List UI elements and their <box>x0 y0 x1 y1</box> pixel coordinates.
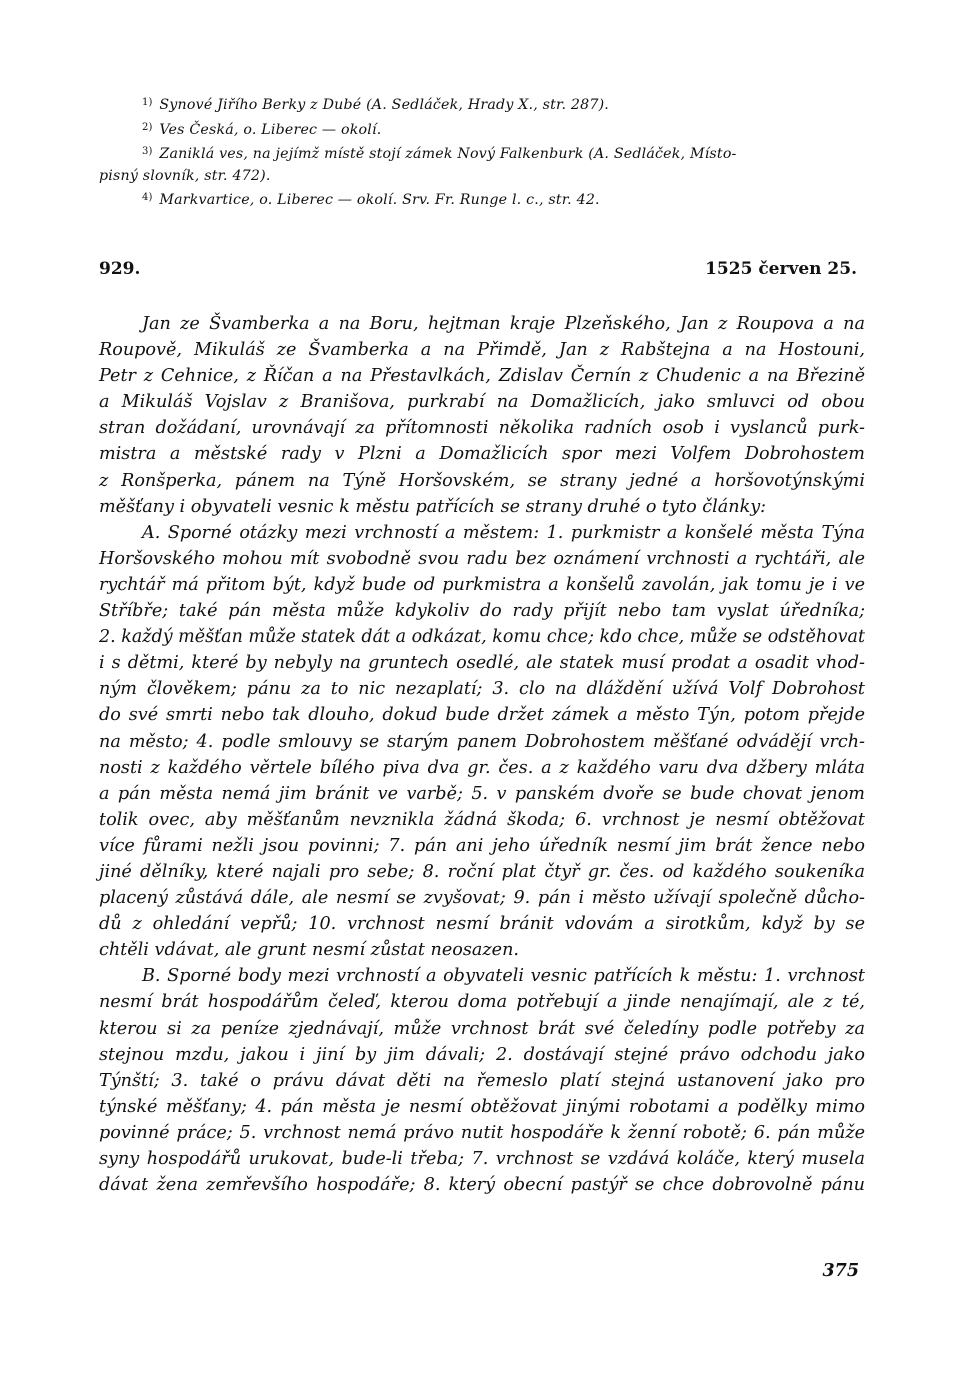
paragraph-line: nosti z každého věrtele bílého piva dva gr. čes. a z každého varu dva džbery mláta <box>99 757 865 778</box>
paragraph-line: ným člověkem; pánu za to nic nezaplatí; 3. clo na dláždění užívá Volf Dobrohost <box>99 679 865 700</box>
footnote-marker: 2) <box>142 121 153 133</box>
paragraph-line: A. Sporné otázky mezi vrchností a městem: 1. purkmistr a konšelé města Týna <box>142 522 865 543</box>
paragraph-line: měšťany i obyvateli vesnic k městu patřících se strany druhé o tyto články: <box>99 496 767 517</box>
document-date: 1525 červen 25. <box>705 259 857 279</box>
footnote-2 <box>99 117 865 142</box>
paragraph-line: chtěli vdávat, ale grunt nesmí zůstat neosazen. <box>99 940 519 961</box>
paragraph-line: do své smrti nebo tak dlouho, dokud bude držet zámek a město Týn, potom přejde <box>99 705 865 726</box>
paragraph-line: rychtář má přitom být, když bude od purkmistra a konšelů zavolán, jak tomu je i ve <box>99 574 865 595</box>
paragraph-line: B. Sporné body mezi vrchností a obyvateli vesnic patřících k městu: 1. vrchnost <box>142 966 865 987</box>
paragraph-line: více fůrami nežli jsou povinni; 7. pán ani jeho úředník nesmí jim brát žence nebo <box>99 835 865 856</box>
paragraph-line: Petr z Cehnice, z Říčan a na Přestavlkách, Zdislav Černín z Chudenic a na Březině <box>99 366 865 387</box>
paragraph-line: Týnští; 3. také o právu dávat děti na řemeslo platí stejná ustanovení jako pro <box>99 1070 865 1091</box>
footnote-3-continuation: pisný slovník, str. 472). <box>99 167 271 184</box>
paragraph-line: Jan ze Švamberka a na Boru, hejtman kraje Plzeňského, Jan z Roupova a na <box>142 314 865 334</box>
paragraph-line: z Ronšperka, pánem na Týně Horšovském, se strany jedné a horšovotýnskými <box>99 470 865 491</box>
paragraph-line: nesmí brát hospodářům čeleď, kterou doma potřebují a jinde nenajímají, ale z té, <box>99 992 865 1013</box>
paragraph-line: Horšovského mohou mít svobodně svou radu bez oznámení vrchnosti a rychtáři, ale <box>99 548 865 569</box>
paragraph-line: syny hospodářů urukovat, bude-li třeba; 7. vrchnost se vzdává koláče, který musela <box>99 1149 865 1169</box>
footnote-marker: 3) <box>142 146 153 157</box>
paragraph-line: Stříbře; také pán města může kdykoliv do rady přijít nebo tam vyslat úředníka; <box>99 601 865 622</box>
paragraph-line: dů z ohledání vepřů; 10. vrchnost nesmí bránit vdovám a sirotkům, když by se <box>99 914 865 935</box>
footnote-text: Markvartice, o. Liberec — okolí. Srv. Fr. Runge l. c., str. 42. <box>159 192 600 208</box>
paragraph-line: i s dětmi, které by nebyly na gruntech osedlé, ale statek musí prodat a osadit vhod- <box>99 653 865 674</box>
footnote-text: Ves Česká, o. Liberec — okolí. <box>159 121 382 138</box>
paragraph-line: Roupově, Mikuláš ze Švamberka a na Přimdě, Jan z Rabštejna a na Hostouni, <box>99 340 865 361</box>
paragraph-line: stran dožádaní, urovnávají za přítomnosti několika radních osob i vyslanců purk- <box>99 418 865 439</box>
paragraph-line: týnské měšťany; 4. pán města je nesmí obtěžovat jinými robotami a podělky mimo <box>99 1096 865 1117</box>
paragraph-line: stejnou mzdu, jakou i jiní by jim dávali; 2. dostávají stejné právo odchodu jako <box>99 1044 865 1065</box>
document-number: 929. <box>99 259 141 279</box>
footnotes <box>99 92 865 212</box>
footnote-4 <box>99 187 865 212</box>
footnote-text: Zaniklá ves, na jejímž místě stojí zámek Nový Falkenburk (A. Sedláček, Místo- <box>159 146 737 162</box>
footnote-text: Synové Jiřího Berky z Dubé (A. Sedláček, Hrady X., str. 287). <box>159 97 610 113</box>
regest-text <box>99 311 865 1198</box>
footnote-marker: 4) <box>142 192 153 203</box>
paragraph-line: a pán města nemá jim bránit ve varbě; 5. v panském dvoře se bude chovat jenom <box>99 783 865 804</box>
paragraph-line: mistra a městské rady v Plzni a Domažlicích spor mezi Volfem Dobrohostem <box>99 444 865 465</box>
paragraph-line: jiné dělníky, které najali pro sebe; 8. roční plat čtyř gr. čes. od každého soukeníka <box>99 861 865 882</box>
footnote-3 <box>99 141 865 166</box>
footnote-marker: 1) <box>142 97 153 108</box>
paragraph-line: kterou si za peníze zjednávají, může vrchnost brát své čeledíny podle potřeby za <box>99 1018 865 1039</box>
footnote-1 <box>99 92 865 117</box>
page-number: 375 <box>822 1261 859 1281</box>
paragraph-line: povinné práce; 5. vrchnost nemá právo nutit hospodáře k ženní robotě; 6. pán může <box>99 1122 865 1143</box>
paragraph-line: tolik ovec, aby měšťanům nevznikla žádná škoda; 6. vrchnost je nesmí obtěžovat <box>99 809 865 830</box>
paragraph-line: dávat žena zemřevšího hospodáře; 8. který obecní pastýř se chce dobrovolně pánu <box>99 1175 865 1196</box>
paragraph-line: na město; 4. podle smlouvy se starým panem Dobrohostem měšťané odvádějí vrch- <box>99 731 865 752</box>
paragraph-line: placený zůstává dále, ale nesmí se zvyšovat; 9. pán i město užívají společně důcho- <box>99 888 865 909</box>
paragraph-line: 2. každý měšťan může statek dát a odkázat, komu chce; kdo chce, může se odstěhovat <box>99 627 865 648</box>
paragraph-line: a Mikuláš Vojslav z Branišova, purkrabí na Domažlicích, jako smluvci od obou <box>99 392 865 413</box>
